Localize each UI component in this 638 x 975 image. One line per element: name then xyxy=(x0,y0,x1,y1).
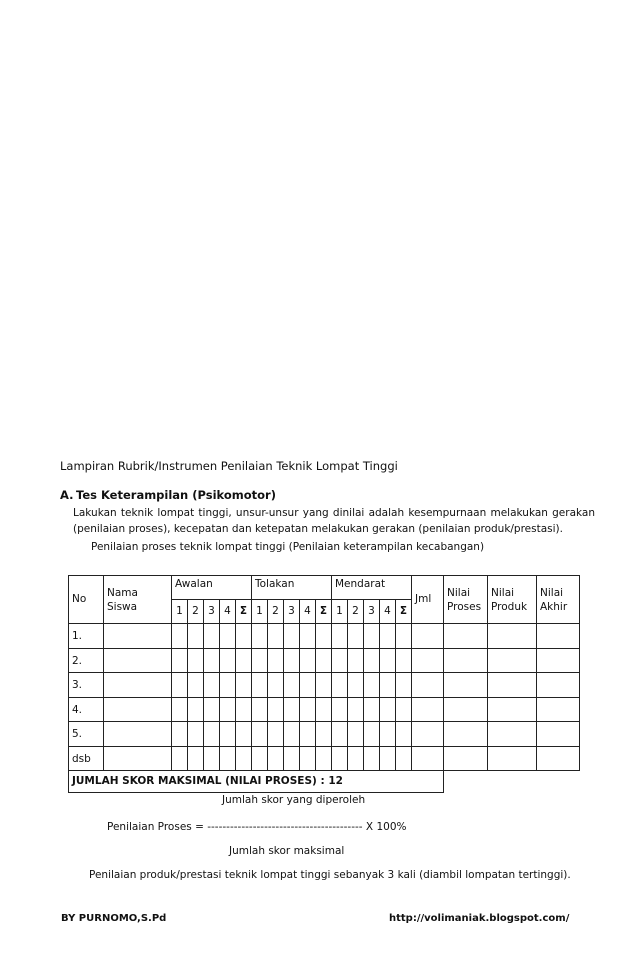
table-cell xyxy=(268,624,284,649)
subcol-tolakan-4: 4 xyxy=(300,600,316,624)
header-nilai-proses: Nilai Proses xyxy=(444,576,488,624)
table-cell xyxy=(488,746,537,771)
table-cell xyxy=(537,722,580,747)
subcol-awalan-1: 1 xyxy=(172,600,188,624)
table-cell xyxy=(188,624,204,649)
footer-author: BY PURNOMO,S.Pd xyxy=(61,913,167,924)
table-cell xyxy=(348,624,364,649)
table-cell xyxy=(188,648,204,673)
table-cell xyxy=(488,722,537,747)
table-cell xyxy=(488,624,537,649)
table-cell xyxy=(380,673,396,698)
subcol-awalan-2: 2 xyxy=(188,600,204,624)
table-cell xyxy=(412,697,444,722)
table-cell xyxy=(172,673,188,698)
row-number: dsb xyxy=(69,746,104,771)
header-nilai-akhir: Nilai Akhir xyxy=(537,576,580,624)
table-cell xyxy=(268,673,284,698)
table-cell xyxy=(204,697,220,722)
table-cell xyxy=(537,673,580,698)
subcol-awalan-4: 4 xyxy=(220,600,236,624)
table-cell xyxy=(252,722,268,747)
table-cell xyxy=(300,624,316,649)
section-number: A. xyxy=(60,488,74,502)
row-number: 1. xyxy=(69,624,104,649)
table-cell xyxy=(396,697,412,722)
subcol-awalan-sum: Σ xyxy=(236,600,252,624)
table-cell xyxy=(380,648,396,673)
table-cell xyxy=(188,722,204,747)
table-caption: Penilaian proses teknik lompat tinggi (Penilaian keterampilan kecabangan) xyxy=(91,541,485,553)
table-cell xyxy=(444,673,488,698)
total-max-score: JUMLAH SKOR MAKSIMAL (NILAI PROSES) : 12 xyxy=(69,771,444,793)
table-cell xyxy=(220,673,236,698)
table-cell xyxy=(332,624,348,649)
formula-label: Penilaian Proses = xyxy=(107,821,204,833)
table-cell xyxy=(537,746,580,771)
table-cell xyxy=(236,673,252,698)
table-cell xyxy=(444,624,488,649)
subcol-mendarat-2: 2 xyxy=(348,600,364,624)
table-cell xyxy=(332,648,348,673)
table-cell xyxy=(300,673,316,698)
table-cell xyxy=(412,722,444,747)
table-cell xyxy=(300,746,316,771)
table-cell xyxy=(444,722,488,747)
table-cell xyxy=(172,648,188,673)
subcol-tolakan-1: 1 xyxy=(252,600,268,624)
table-cell xyxy=(332,746,348,771)
table-cell xyxy=(332,722,348,747)
table-cell xyxy=(348,746,364,771)
table-cell xyxy=(188,697,204,722)
formula-fraction-bar: ----------------------------------------- xyxy=(207,821,363,833)
subcol-mendarat-1: 1 xyxy=(332,600,348,624)
table-cell xyxy=(204,722,220,747)
table-cell xyxy=(284,624,300,649)
table-cell xyxy=(364,673,380,698)
table-cell xyxy=(220,648,236,673)
table-cell xyxy=(236,624,252,649)
row-number: 5. xyxy=(69,722,104,747)
table-cell xyxy=(284,746,300,771)
paragraph-line: Lakukan teknik lompat tinggi, unsur-unsur yang dinilai adalah kesempurnaan melakukan gerakan xyxy=(73,507,595,519)
document-title: Lampiran Rubrik/Instrumen Penilaian Teknik Lompat Tinggi xyxy=(60,459,398,473)
table-cell xyxy=(364,697,380,722)
table-cell xyxy=(332,697,348,722)
table-cell xyxy=(348,697,364,722)
table-cell xyxy=(252,673,268,698)
table-cell xyxy=(220,746,236,771)
table-cell xyxy=(348,722,364,747)
table-cell xyxy=(412,746,444,771)
table-cell xyxy=(188,673,204,698)
table-cell xyxy=(172,624,188,649)
header-awalan: Awalan xyxy=(172,576,252,600)
table-row xyxy=(69,697,580,722)
table-cell xyxy=(204,648,220,673)
table-cell xyxy=(537,648,580,673)
table-cell xyxy=(444,746,488,771)
table-cell xyxy=(284,697,300,722)
table-cell xyxy=(284,673,300,698)
subcol-mendarat-3: 3 xyxy=(364,600,380,624)
table-cell xyxy=(104,746,172,771)
table-row xyxy=(69,648,580,673)
formula-numerator: Jumlah skor yang diperoleh xyxy=(222,794,366,806)
product-assessment-note: Penilaian produk/prestasi teknik lompat tinggi sebanyak 3 kali (diambil lompatan tertinggi). xyxy=(89,869,571,881)
table-cell xyxy=(236,722,252,747)
table-cell xyxy=(412,624,444,649)
table-cell xyxy=(537,697,580,722)
table-cell xyxy=(300,722,316,747)
table-cell xyxy=(316,697,332,722)
table-cell xyxy=(316,722,332,747)
table-cell xyxy=(396,648,412,673)
table-cell xyxy=(364,624,380,649)
table-cell xyxy=(268,746,284,771)
table-cell xyxy=(220,697,236,722)
table-cell xyxy=(380,722,396,747)
table-cell xyxy=(220,722,236,747)
row-number: 2. xyxy=(69,648,104,673)
table-cell xyxy=(104,673,172,698)
table-cell xyxy=(316,648,332,673)
subcol-mendarat-sum: Σ xyxy=(396,600,412,624)
table-cell xyxy=(412,648,444,673)
header-no: No xyxy=(69,576,104,624)
header-tolakan: Tolakan xyxy=(252,576,332,600)
table-cell xyxy=(364,746,380,771)
row-number: 4. xyxy=(69,697,104,722)
table-cell xyxy=(268,697,284,722)
table-cell xyxy=(172,697,188,722)
table-cell xyxy=(444,648,488,673)
table-cell xyxy=(284,722,300,747)
instruction-paragraph xyxy=(73,505,595,537)
table-cell xyxy=(412,673,444,698)
header-mendarat: Mendarat xyxy=(332,576,412,600)
section-heading xyxy=(60,488,276,502)
table-cell xyxy=(316,673,332,698)
table-cell xyxy=(220,624,236,649)
table-cell xyxy=(252,648,268,673)
table-cell xyxy=(204,673,220,698)
subcol-mendarat-4: 4 xyxy=(380,600,396,624)
subcol-tolakan-3: 3 xyxy=(284,600,300,624)
table-cell xyxy=(488,648,537,673)
row-number: 3. xyxy=(69,673,104,698)
table-cell xyxy=(488,673,537,698)
table-cell xyxy=(104,722,172,747)
table-row xyxy=(69,722,580,747)
footer-url[interactable]: http://volimaniak.blogspot.com/ xyxy=(389,913,570,924)
table-cell xyxy=(172,722,188,747)
table-cell xyxy=(396,722,412,747)
table-cell xyxy=(364,722,380,747)
table-cell xyxy=(252,746,268,771)
table-cell xyxy=(396,746,412,771)
table-cell xyxy=(252,697,268,722)
table-cell xyxy=(348,673,364,698)
table-cell xyxy=(104,697,172,722)
paragraph-line: (penilaian proses), kecepatan dan ketepatan melakukan gerakan (penilaian produk/prestasi). xyxy=(73,523,563,535)
table-cell xyxy=(332,673,348,698)
table-cell xyxy=(252,624,268,649)
table-cell xyxy=(236,746,252,771)
formula-line xyxy=(107,821,406,833)
table-cell xyxy=(300,697,316,722)
assessment-table xyxy=(68,575,580,793)
table-row xyxy=(69,624,580,649)
table-cell xyxy=(380,624,396,649)
section-title: Tes Keterampilan (Psikomotor) xyxy=(76,488,276,502)
subcol-awalan-3: 3 xyxy=(204,600,220,624)
header-nama-siswa: Nama Siswa xyxy=(104,576,172,624)
table-cell xyxy=(268,722,284,747)
table-cell xyxy=(396,624,412,649)
table-cell xyxy=(396,673,412,698)
subcol-tolakan-sum: Σ xyxy=(316,600,332,624)
table-cell xyxy=(268,648,284,673)
subcol-tolakan-2: 2 xyxy=(268,600,284,624)
table-row xyxy=(69,673,580,698)
table-row xyxy=(69,746,580,771)
table-cell xyxy=(348,648,364,673)
table-cell xyxy=(204,746,220,771)
table-cell xyxy=(104,624,172,649)
header-nilai-produk: Nilai Produk xyxy=(488,576,537,624)
table-cell xyxy=(284,648,300,673)
table-cell xyxy=(188,746,204,771)
table-cell xyxy=(380,746,396,771)
table-cell xyxy=(172,746,188,771)
table-cell xyxy=(236,697,252,722)
table-cell xyxy=(316,624,332,649)
formula-denominator: Jumlah skor maksimal xyxy=(229,845,345,857)
table-cell xyxy=(300,648,316,673)
table-cell xyxy=(364,648,380,673)
table-cell xyxy=(204,624,220,649)
table-cell xyxy=(444,697,488,722)
formula-multiplier: X 100% xyxy=(365,821,407,833)
total-blank xyxy=(444,771,580,793)
table-cell xyxy=(380,697,396,722)
table-cell xyxy=(316,746,332,771)
table-cell xyxy=(488,697,537,722)
table-cell xyxy=(104,648,172,673)
table-cell xyxy=(537,624,580,649)
header-jml: Jml xyxy=(412,576,444,624)
table-cell xyxy=(236,648,252,673)
